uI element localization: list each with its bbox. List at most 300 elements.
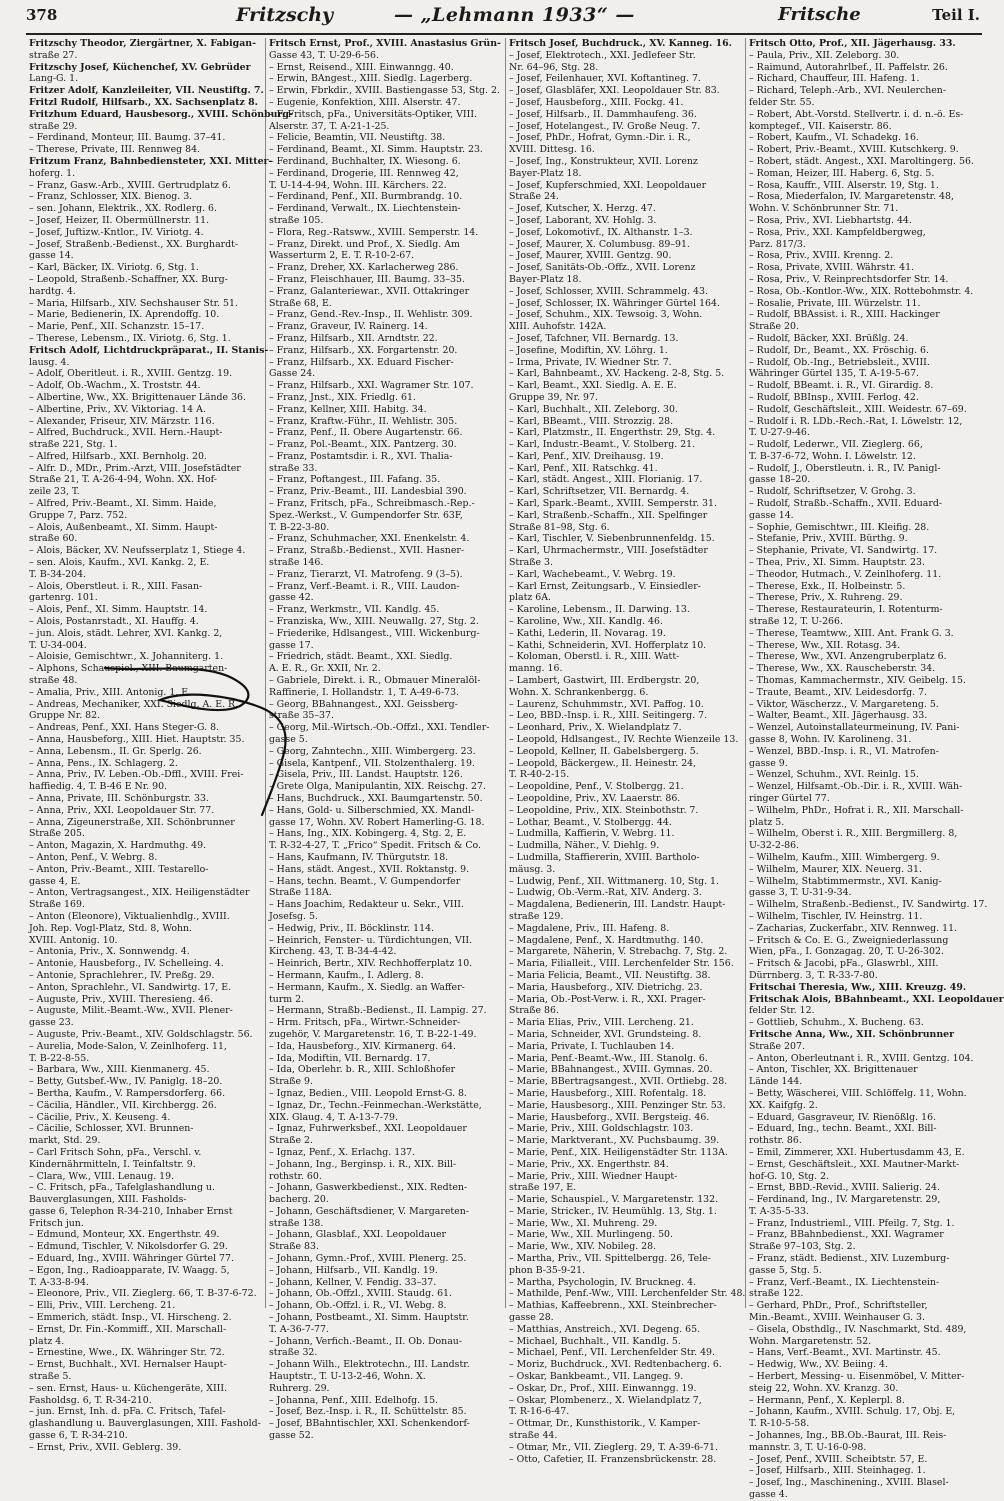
directory-entry-line: – Hrm. Fritsch, pFa., Wirtwr.-Schneider- <box>269 1017 461 1029</box>
directory-entry-line: Straße 2. <box>269 1135 313 1147</box>
directory-entry-line: – Irma, Private, IV. Wiedner Str. 7. <box>509 356 672 368</box>
directory-entry-line: – Wilhelm, PhDr., Hofrat i. R., XII. Marschall- <box>749 804 964 816</box>
directory-entry-line: – Alfred, Hilfsarb., XXI. Bernholg. 20. <box>29 450 207 462</box>
directory-entry-line: – Eduard, Ing., XVIII. Währinger Gürtel 77. <box>29 1253 234 1265</box>
directory-entry-line: – Marie, Ww., XIV. Nobileg. 28. <box>509 1241 657 1253</box>
directory-entry-line: – Johann, Ob.-Offzl., XVIII. Staudg. 61. <box>269 1288 452 1300</box>
directory-entry-line: – Alois, Oberstleut. i. R., XIII. Fasan- <box>29 580 203 592</box>
directory-entry-line: – Josef, Straßenb.-Bedienst., XX. Burghardt- <box>29 238 239 250</box>
directory-entry-line: – Ferdinand, Drogerie, III. Rennweg 42, <box>269 167 459 179</box>
directory-entry-line: – Johann, Ob.-Offzl. i. R., VI. Webg. 8. <box>269 1300 447 1312</box>
directory-entry-line: – Therese, Exk., II. Holbeinstr. 5. <box>749 580 906 592</box>
directory-entry-line: – Paula, Priv., XII. Zeleborg. 30. <box>749 49 900 61</box>
directory-entry-line: Fritsch Ernst, Prof., XVIII. Anastasius Grün- <box>269 38 501 49</box>
directory-entry-line: – Adolf, Ob.-Wachm., X. Troststr. 44. <box>29 380 201 392</box>
directory-entry-line: Kindernährmitteln, I. Teinfaltstr. 9. <box>29 1158 196 1170</box>
directory-entry-line: – Magdalene, Priv., III. Hafeng. 8. <box>509 922 670 934</box>
directory-entry-line: – Alois, Bäcker, XV. Neufsserplatz 1, Stiege 4. <box>29 545 246 557</box>
directory-entry-line: gasse 14. <box>29 250 74 262</box>
directory-entry-line: – Oskar, Bankbeamt., VII. Langeg. 9. <box>509 1371 684 1383</box>
directory-entry-line: – Ignaz, Fuhrwerksbef., XXI. Leopoldauer <box>269 1123 467 1135</box>
directory-entry-line: Fritzl Rudolf, Hilfsarb., XX. Sachsenplatz 8. <box>29 96 258 108</box>
directory-entry-line: – Robert, Kaufm., VI. Schadekg. 16. <box>749 132 919 144</box>
directory-entry-line: – Wilhelm, Kaufm., XIII. Wimbergerg. 9. <box>749 851 940 863</box>
directory-entry-line: – Theodor, Hutmach., V. Zeinlhoferg. 11. <box>749 568 942 580</box>
directory-entry-line: – Anton, Sprachlehr., VI. Sandwirtg. 17, E. <box>29 981 232 993</box>
directory-entry-line: Wasserturm 2, E. T. R-10-2-67. <box>269 250 415 262</box>
directory-entry-line: gasse 42. <box>269 592 314 604</box>
directory-entry-line: – Kathi, Schneiderin, XVI. Hofferplatz 10. <box>509 639 707 651</box>
directory-entry-line: – Lambert, Gastwirt, III. Erdbergstr. 20, <box>509 675 700 687</box>
directory-entry-line: mäusg. 3. <box>509 863 556 875</box>
directory-entry-line: – Anton, Oberleutnant i. R., XVIII. Gentzg. 104. <box>749 1052 974 1064</box>
directory-entry-line: steig 22, Wohn. XV. Kranzg. 30. <box>749 1382 899 1394</box>
directory-entry-line: phon B-35-9-21. <box>509 1264 586 1276</box>
directory-entry-line: – Maria, Filialleit., VIII. Lerchenfelder Str. 156. <box>509 958 734 970</box>
directory-entry-line: XIX. Glaug. 4, T. A-13-7-79. <box>269 1111 398 1123</box>
directory-entry-line: – Hans, Ing., XIX. Kobingerg. 4, Stg. 2, E. <box>269 828 467 840</box>
directory-entry-line: rothstr. 86. <box>749 1135 802 1147</box>
directory-entry-line: – Josef, Schlosser, XVIII. Schrammelg. 43. <box>509 285 708 297</box>
directory-entry-line: – Roman, Heizer, III. Haberg. 6, Stg. 5. <box>749 167 935 179</box>
directory-entry-line: – Franziska, Ww., XIII. Neuwallg. 27, Stg. 2. <box>269 616 479 628</box>
directory-entry-line: Straße 21, T. A-26-4-94, Wohn. XX. Hof- <box>29 474 217 486</box>
directory-entry-line: – Koloman, Oberstl. i. R., XIII. Watt- <box>509 651 680 663</box>
directory-entry-line: – Johann, Geschäftsdiener, V. Margareten- <box>269 1205 469 1217</box>
running-head-right: Fritsche <box>778 4 861 25</box>
directory-entry-line: – Traute, Beamt., XIV. Leidesdorfg. 7. <box>749 686 928 698</box>
directory-entry-line: – Ferdinand, Penf., XII. Burmbrandg. 10. <box>269 191 463 203</box>
directory-entry-line: – Hedwig, Priv., II. Böcklinstr. 114. <box>269 922 435 934</box>
directory-entry-line: ringer Gürtel 77. <box>749 793 830 804</box>
directory-entry-line: – Friederike, Hdlsangest., VIII. Wickenburg- <box>269 627 480 639</box>
directory-entry-line: – Ida, Hausbeforg., XIV. Kirmanerg. 64. <box>269 1040 456 1052</box>
directory-entry-line: Fritzschy Theodor, Ziergärtner, X. Fabigan- <box>29 38 257 49</box>
directory-entry-line: gasse 14. <box>749 509 794 521</box>
directory-entry-line: straße 33. <box>269 462 318 474</box>
directory-entry-line: – Rudolf, Schriftsetzer, V. Grohg. 3. <box>749 486 916 498</box>
directory-entry-line: – Ida, Modiftin, VII. Bernardg. 17. <box>269 1052 431 1064</box>
directory-entry-line: gasse 4. <box>749 1489 788 1501</box>
directory-entry-line: – Betty, Gutsbef.-Ww., IV. Paniglg. 18–20. <box>29 1076 223 1088</box>
directory-entry-line: – Gisela, Obsthdlg., IV. Naschmarkt, Std. 489, <box>749 1323 967 1335</box>
directory-entry-line: T. R-40-2-15. <box>509 769 570 781</box>
directory-entry-line: – Ferdinand, Verwalt., IX. Liechtenstein- <box>269 203 461 215</box>
directory-entry-line: – Leopold, Bäckergew., II. Heinestr. 24, <box>509 757 697 769</box>
directory-entry-line: – Anton, Vertragsangest., XIX. Heiligenstädter <box>29 887 250 899</box>
directory-entry-line: – Josef, Sanitäts-Ob.-Offz., XVII. Lorenz <box>509 262 696 274</box>
directory-entry-line: – Leo, BBD.-Insp. i. R., XIII. Seitingerg. 7. <box>509 710 708 722</box>
directory-entry-line: – Therese, Priv., X. Ruhreng. 29. <box>749 592 903 604</box>
directory-entry-line: gasse 8, Wohn. IV. Karolineng. 31. <box>749 734 912 746</box>
directory-entry-line: Kircheng. 43, T. B-34-4-42. <box>269 946 397 958</box>
directory-entry-line: Fasholdsg. 6, T. R-34-210. <box>29 1394 152 1406</box>
directory-entry-line: – Alois, Außenbeamt., XI. Simm. Haupt- <box>29 521 218 533</box>
directory-entry-line: – Therese, Teamtww., XIII. Ant. Frank G. 3. <box>749 627 954 639</box>
directory-entry-line: manng. 16. <box>509 663 563 675</box>
directory-entry-line: – Marie, Ww., XI. Muhreng. 29. <box>509 1217 658 1229</box>
directory-entry-line: – Flora, Reg.-Ratsww., XVIII. Semperstr. 14. <box>269 226 479 238</box>
directory-entry-line: – Josef, Ing., Konstrukteur, XVII. Lorenz <box>509 155 698 167</box>
directory-entry-line: – Leonhard, Priv., X. Wielandplatz 7. <box>509 722 682 734</box>
directory-entry-line: Gruppe Nr. 82. <box>29 710 101 722</box>
directory-entry-line: – Robert, Priv.-Beamt., XVIII. Kutschkerg. 9. <box>749 144 959 156</box>
directory-entry-line: – Josef, Maurer, X. Columbusg. 89–91. <box>509 238 690 250</box>
directory-entry-line: – Marie, Hausbesorg., XIII. Penzinger Str. 53. <box>509 1099 726 1111</box>
directory-entry-line: hof-G. 10, Stg. 2. <box>749 1170 830 1182</box>
directory-entry-line: – Rosa, Kauffr., VIII. Alserstr. 19, Stg. 1. <box>749 179 939 191</box>
directory-entry-line: – Leopold, Straßenb.-Schaffner, XX. Burg- <box>29 273 228 285</box>
directory-entry-line: – Auguste, Priv.-Beamt., XIV. Goldschlagstr. 56. <box>29 1028 253 1040</box>
directory-entry-line: – Karl, Spark.-Beamt., XVIII. Semperstr. 31. <box>509 498 717 510</box>
directory-entry-line: Bayer-Platz 18. <box>509 273 582 285</box>
directory-entry-line: – Wenzel, Hilfsamt.-Ob.-Dir. i. R., XVIII. Wäh- <box>749 781 963 793</box>
directory-entry-line: – Hermann, Penf., X. Keplerpl. 8. <box>749 1394 905 1406</box>
directory-entry-line: – Wenzel, Autoinstallateurmeinung, IV. Pani- <box>749 722 960 734</box>
directory-entry-line: – Karl, Wachebeamt., V. Webrg. 19. <box>509 568 676 580</box>
directory-entry-line: Fritzschy Josef, Küchenchef, XV. Gebrüder <box>29 61 251 73</box>
directory-entry-line: – Anna, Private, III. Schönburgstr. 33. <box>29 793 209 804</box>
directory-entry-line: gasse 17. <box>269 639 314 651</box>
directory-entry-line: Straße 207. <box>749 1040 805 1052</box>
page-header <box>26 4 984 30</box>
directory-entry-line: Bauverglasungen, XIII. Fasholds- <box>29 1194 187 1206</box>
directory-entry-line: – Franz, städt. Bedienst., XIV. Luzemburg- <box>749 1253 950 1265</box>
directory-entry-line: – Franz, Werkmstr., VII. Kandlg. 45. <box>269 604 440 616</box>
directory-entry-line: Bayer-Platz 18. <box>509 167 582 179</box>
directory-entry-line: – Johann Wilh., Elektrotechn., III. Landstr. <box>269 1359 470 1371</box>
directory-entry-line: Währinger Gürtel 135, T. A-19-5-67. <box>749 368 920 380</box>
directory-entry-line: – Marie, Priv., XX. Engerthstr. 84. <box>509 1158 669 1170</box>
directory-entry-line: – sen. Johann, Elektrik., XX. Rodlerg. 6. <box>29 203 217 215</box>
part-label: Teil I. <box>932 6 980 24</box>
directory-entry-line: straße 32. <box>269 1347 318 1359</box>
directory-entry-line: – Rosa, Miederfalon, IV. Margaretenstr. 48, <box>749 191 954 203</box>
directory-entry-line: – Franz, Verf.-Beamt., IX. Liechtenstein- <box>749 1276 940 1288</box>
directory-entry-line: Straße 81–98, Stg. 6. <box>509 521 610 533</box>
directory-entry-line: Raffinerie, I. Hollandstr. 1, T. A-49-6-73. <box>269 686 460 698</box>
directory-entry-line: – Josef, Juftizw.-Kntlor., IV. Viriotg. 4. <box>29 226 204 238</box>
directory-entry-line: Fritsch Otto, Prof., XII. Jägerhausg. 33. <box>749 38 956 49</box>
directory-entry-line: A. E. R., Gr. XXII, Nr. 2. <box>269 663 381 675</box>
directory-entry-line: – Friedrich, städt. Beamt., XXI. Siedlg. <box>269 651 453 663</box>
directory-entry-line: – Michael, Penf., VII. Lerchenfelder Str. 49. <box>509 1347 715 1359</box>
directory-entry-line: Straße 86. <box>509 1005 559 1017</box>
directory-entry-line: – Otmar, Mr., VII. Zieglerg. 29, T. A-39-6-71. <box>509 1441 718 1453</box>
directory-entry-line: T. A-36-7-77. <box>269 1323 329 1335</box>
directory-entry-line: Fritsch jun. <box>29 1217 84 1229</box>
column-4 <box>746 38 1004 1501</box>
directory-entry-line: – Rudolf, Lederwr., VII. Zieglerg. 66, <box>749 439 923 451</box>
directory-entry-line: Straße 118A. <box>269 887 332 899</box>
directory-entry-line: – Rosa, Ob.-Kontlor.-Ww., XIX. Rottebohmstr. 4. <box>749 285 974 297</box>
directory-entry-line: rothstr. 60. <box>269 1170 322 1182</box>
directory-entry-line: Straße 205. <box>29 828 85 840</box>
directory-entry-line: – Rudolf, Ob.-Ing., Betriebsleit., XVIII. <box>749 356 930 368</box>
directory-entry-line: Wohn. Margaretenstr. 52. <box>749 1335 872 1347</box>
directory-entry-line: – Franz, Hilfsarb., XXI. Wagramer Str. 107. <box>269 380 474 392</box>
directory-entry-line: – Georg, Zahntechn., XIII. Wimbergerg. 23. <box>269 745 476 757</box>
directory-entry-line: – Wilhelm, Tischler, IV. Heinstrg. 11. <box>749 910 923 922</box>
directory-entry-line: – Stefanie, Priv., XVIII. Bürthg. 9. <box>749 533 908 545</box>
directory-entry-line: – Marie, Priv., XIII. Goldschlagstr. 103. <box>509 1123 694 1135</box>
directory-entry-line: – Magdalene, Penf., X. Hardtmuthg. 140. <box>509 934 704 946</box>
directory-entry-line: – Ernst, Priv., XVII. Geblerg. 39. <box>29 1441 182 1453</box>
directory-entry-line: – Johanna, Penf., XIII. Edelhofg. 15. <box>269 1394 439 1406</box>
directory-entry-line: – Josef, Ing., Maschinening., XVIII. Blasel- <box>749 1477 949 1489</box>
directory-entry-line: – Laurenz, Schuhmmstr., XVI. Paffog. 10. <box>509 698 704 710</box>
directory-entry-line: – Antonia, Priv., X. Sonnwendg. 4. <box>29 946 190 958</box>
directory-entry-line: – Anton, Priv.-Beamt., XIII. Testarello- <box>29 863 209 875</box>
directory-entry-line: – Betty, Wäscherei, VIII. Schlöffelg. 11, Wohn. <box>749 1087 967 1099</box>
directory-entry-line: straße 27. <box>29 49 78 61</box>
directory-entry-line: – Rosa, Priv., XXI. Kampfeldbergweg, <box>749 226 926 238</box>
directory-entry-line: T. B-34-204. <box>29 568 87 580</box>
directory-entry-line: – Albertine, Priv., XV. Viktoriag. 14 A. <box>29 403 206 415</box>
directory-entry-line: lausg. 4. <box>29 356 70 368</box>
directory-entry-line: – Adolf, Oberitleut. i. R., XVIII. Gentzg. 19. <box>29 368 233 380</box>
directory-entry-line: Alserstr. 37, T. A-21-1-25. <box>269 120 390 132</box>
directory-entry-line: – Rosa, Priv., XVI. Liebhartstg. 44. <box>749 214 912 226</box>
directory-entry-line: Fritzer Adolf, Kanzleileiter, VII. Neustiftg. 7. <box>29 85 264 97</box>
directory-entry-line: – Marie, Marktverant., XV. Puchsbaumg. 39. <box>509 1135 720 1147</box>
directory-entry-line: T. U-27-9-46. <box>749 427 810 439</box>
directory-entry-line: – Josef, Heizer, II. Obermüllnerstr. 11. <box>29 214 210 226</box>
directory-entry-line: – Anton, Tischler, XX. Brigittenauer <box>749 1064 918 1076</box>
directory-entry-line: – Ludmilla, Staffiererin, XVIII. Bartholo- <box>509 851 700 863</box>
directory-entry-line: – Oskar, Plombenerz., X. Wielandplatz 7, <box>509 1394 702 1406</box>
directory-entry-line: – Alois, Postanrstadt., XI. Hauffg. 4. <box>29 616 199 628</box>
directory-entry-line: gasse 18–20. <box>749 474 811 486</box>
directory-entry-line: – Therese, Ww., XII. Rotasg. 34. <box>749 639 901 651</box>
directory-entry-line: – Grete Olga, Manipulantin, XIX. Reischg. 27. <box>269 781 486 793</box>
running-head-left: Fritzschy <box>236 4 334 26</box>
directory-entry-line: Lände 144. <box>749 1076 803 1088</box>
directory-entry-line: – Anna, Pens., IX. Schlagerg. 2. <box>29 757 178 769</box>
directory-entry-line: – Therese, Ww., XVI. Anzengruberplatz 6. <box>749 651 947 663</box>
directory-entry-line: – Josef, Kutscher, X. Herzg. 47. <box>509 203 656 215</box>
directory-entry-line: – Carl Fritsch Sohn, pFa., Verschl. v. <box>29 1146 202 1158</box>
directory-entry-line: – Mathias, Kaffeebrenn., XXI. Steinbrecher- <box>509 1300 717 1312</box>
directory-entry-line: gasse 3, T. U-31-9-34. <box>749 887 852 899</box>
directory-entry-line: – Maria Elias, Priv., VIII. Lercheng. 21. <box>509 1017 694 1029</box>
directory-entry-line: Gruppe 39, Nr. 97. <box>509 391 598 403</box>
directory-entry-line: – Josef, Hilfsarb., II. Dammhaufeng. 36. <box>509 108 697 120</box>
directory-entry-line: XIII. Auhofstr. 142A. <box>509 321 607 333</box>
directory-entry-line: – Wilhelm, Straßenb.-Bedienst., IV. Sandwirtg. 17. <box>749 899 988 911</box>
directory-entry-line: Min.-Beamt., XVIII. Weinhauser G. 3. <box>749 1312 925 1324</box>
directory-entry-line: – Georg, BBahnangest., XXI. Geissberg- <box>269 698 458 710</box>
directory-entry-line: – Auguste, Milit.-Beamt.-Ww., XVII. Plener- <box>29 1005 233 1017</box>
directory-entry-line: zeile 23, T. <box>29 486 80 498</box>
directory-entry-line: – Rosa, Priv., V. Reinprechtsdorfer Str. 14. <box>749 273 949 285</box>
directory-entry-line: – Eduard, Ing., techn. Beamt., XXI. Bill- <box>749 1123 937 1135</box>
directory-entry-line: bacherg. 20. <box>269 1194 329 1206</box>
directory-entry-line: – Maria, Ob.-Post-Verw. i. R., XXI. Prager- <box>509 993 706 1005</box>
directory-entry-line: glashandlung u. Bauverglasungen, XIII. Fashold- <box>29 1418 261 1430</box>
directory-columns <box>26 38 1004 1501</box>
directory-entry-line: – Anna, Lebensm., II. Gr. Sperlg. 26. <box>29 745 202 757</box>
directory-entry-line: – jun. Alois, städt. Lehrer, XVI. Kankg. 2, <box>29 627 223 639</box>
directory-entry-line: – Viktor, Wäscherzz., V. Margareteng. 5. <box>749 698 939 710</box>
directory-entry-line: – Hans, Verf.-Beamt., XVI. Martinstr. 45. <box>749 1347 941 1359</box>
directory-entry-line: – Anton, Penf., V. Webrg. 8. <box>29 851 158 863</box>
directory-entry-line: – Albertine, Ww., XX. Brigittenauer Lände 36. <box>29 391 246 403</box>
directory-entry-line: – Ottmar, Dr., Kunsthistorik., V. Kamper- <box>509 1418 701 1430</box>
directory-entry-line: – Andreas, Penf., XXI. Hans Steger-G. 8. <box>29 722 220 734</box>
directory-entry-line: – Rudolf, Bäcker, XXI. Brüßlg. 24. <box>749 332 909 344</box>
directory-entry-line: – Heinrich, Bertr., XIV. Rechhofferplatz 10. <box>269 958 473 970</box>
directory-entry-line: – Josef, Kupferschmied, XXI. Leopoldauer <box>509 179 707 191</box>
directory-entry-line: – Zacharias, Zuckerfabr., XIV. Rennweg. 11. <box>749 922 958 934</box>
directory-entry-line: – Hans, Buchdruck., XXI. Baumgartenstr. 50. <box>269 793 483 804</box>
directory-entry-line: – Kathi, Lederin, II. Novarag. 19. <box>509 627 666 639</box>
directory-entry-line: – Thomas, Kammachermstr., XIV. Geibelg. 15. <box>749 675 966 687</box>
directory-entry-line: – Leopoldine, Priv., XV. Laaerstr. 86. <box>509 793 681 804</box>
directory-entry-line: – Leopold, Kellner, II. Gabelsbergerg. 5. <box>509 745 699 757</box>
directory-entry-line: – Josef, Feilenhauer, XVI. Koftantineg. 7. <box>509 73 701 85</box>
directory-entry-line: Straße 68, E. <box>269 297 332 309</box>
directory-entry-line: – Franz, Tierarzt, VI. Matrofeng. 9 (3–5). <box>269 568 463 580</box>
directory-entry-line: – Maria, Penf.-Beamt.-Ww., III. Stanolg. 6. <box>509 1052 708 1064</box>
directory-entry-line: – Karl, Buchhalt., XII. Zeleborg. 30. <box>509 403 678 415</box>
directory-entry-line: markt, Std. 29. <box>29 1135 101 1147</box>
directory-entry-line: – Hedwig, Ww., XV. Beiing. 4. <box>749 1359 889 1371</box>
directory-entry-line: – Cäcilia, Händler., VII. Kirchbergg. 26. <box>29 1099 217 1111</box>
directory-entry-line: Nr. 64–96, Stg. 28. <box>509 61 599 73</box>
directory-entry-line: Straße 169. <box>29 899 85 911</box>
directory-entry-line: gasse 5, Stg. 5. <box>749 1264 822 1276</box>
directory-entry-line: – Cäcilie, Schlosser, XVI. Brunnen- <box>29 1123 194 1135</box>
directory-entry-line: Wien, pFa., I. Gonzagag. 20, T. U-26-302. <box>749 946 944 958</box>
directory-entry-line: – Josef, BBahntischler, XXI. Schenkendorf- <box>269 1418 470 1430</box>
directory-entry-line: – Therese, Ww., XX. Rauscheberstr. 34. <box>749 663 936 675</box>
directory-entry-line: – Martha, Priv., VII. Spittelbergg. 26, Tele- <box>509 1253 711 1265</box>
directory-entry-line: – Rudolf, BBAssist. i. R., XIII. Hackinger <box>749 309 940 321</box>
directory-entry-line: – Alphons, Schauspiel., XIII. Baumgarten- <box>29 663 228 675</box>
directory-entry-line: XVIII. Antonig. 10. <box>29 934 118 946</box>
directory-entry-line: – Rudolf, J., Oberstleutn. i. R., IV. Panigl- <box>749 462 941 474</box>
directory-entry-line: – Therese, Lebensm., IX. Viriotg. 6, Stg. 1. <box>29 332 231 344</box>
directory-entry-line: – Ludwig, Penf., XII. Wittmanerg. 10, Stg. 1. <box>509 875 720 887</box>
directory-entry-line: – Rosa, Priv., XVIII. Krenng. 2. <box>749 250 894 262</box>
directory-entry-line: – Felicie, Beamtin, VII. Neustiftg. 38. <box>269 132 446 144</box>
directory-entry-line: – Andreas, Mechaniker, XXI. Siedlg. A. E. R. <box>29 698 239 710</box>
directory-entry-line: – Herbert, Messing- u. Eisenmöbel, V. Mitter- <box>749 1371 965 1383</box>
directory-entry-line: – Leopoldine, Penf., V. Stolbergg. 21. <box>509 781 684 793</box>
directory-entry-line: – Anton, Magazin, X. Hardmuthg. 49. <box>29 840 207 852</box>
directory-entry-line: mannstr. 3, T. U-16-0-98. <box>749 1441 867 1453</box>
directory-entry-line: – Franz, Industrieml., VIII. Pfeilg. 7, Stg. 1. <box>749 1217 955 1229</box>
directory-entry-line: – Franz, Hilfsarb., XX. Eduard Fischer- <box>269 356 454 368</box>
directory-entry-line: – Marie, Hausbeforg., XIII. Rofentalg. 18. <box>509 1087 707 1099</box>
directory-entry-line: Joh. Rep. Vogl-Platz, Std. 8, Wohn. <box>29 922 193 934</box>
directory-entry-line: – Franz, Gend.-Rev.-Insp., II. Wehlistr. 309. <box>269 309 473 321</box>
directory-entry-line: – Anna, Hausbeforg., XIII. Hiet. Hauptstr. 35. <box>29 734 245 746</box>
directory-entry-line: – Robert, städt. Angest., XXI. Maroltingerg. 56. <box>749 155 974 167</box>
directory-entry-line: – Josef, Schlosser, IX. Währinger Gürtel 164. <box>509 297 720 309</box>
directory-entry-line: – Rosa, Private, XVIII. Währstr. 41. <box>749 262 915 274</box>
directory-entry-line: straße 221, Stg. 1. <box>29 439 118 451</box>
directory-entry-line: – Aloisie, Gemischtwr., X. Johanniterg. 1. <box>29 651 224 663</box>
directory-entry-line: – Marie, BBahnangest., XVIII. Gymnas. 20. <box>509 1064 713 1076</box>
directory-entry-line: Fritsch Josef, Buchdruck., XV. Kanneg. 16. <box>509 38 732 49</box>
directory-entry-line: – Franz, Graveur, IV. Rainerg. 14. <box>269 321 428 333</box>
directory-entry-line: Fritsche Anna, Ww., XII. Schönbrunner <box>749 1028 955 1040</box>
directory-entry-line: – Franz, BBahnbedienst., XXI. Wagramer <box>749 1229 944 1241</box>
directory-entry-line: – Johannes, Ing., BB.Ob.-Baurat, III. Reis- <box>749 1430 947 1442</box>
directory-entry-line: – Rudolf, Straßb.-Schaffn., XVII. Eduard- <box>749 498 943 510</box>
directory-entry-line: – Eduard, Gasgraveur, IV. Rienößlg. 16. <box>749 1111 937 1123</box>
directory-entry-line: – Leopoldine, Priv., XIX. Steinbothstr. 7. <box>509 804 699 816</box>
directory-entry-line: straße 129. <box>509 910 564 922</box>
directory-entry-line: Lang-G. 1. <box>29 73 79 85</box>
directory-entry-line: – Robert, Abt.-Vorstd. Stellvertr. i. d. n.-ö. Es- <box>749 108 964 120</box>
directory-entry-line: – Gisela, Priv., III. Landst. Hauptstr. 126. <box>269 769 463 781</box>
directory-entry-line: – Ernst, Reisend., XIII. Einwanngg. 40. <box>269 61 454 73</box>
directory-entry-line: – Franz, Postamtsdir. i. R., XVI. Thalia- <box>269 450 453 462</box>
directory-entry-line: straße 35–37. <box>269 710 334 722</box>
directory-entry-line: – Franz, Galanteriewar., XVII. Ottakringer <box>269 285 470 297</box>
directory-entry-line: – Sophie, Gemischtwr., III. Kleifig. 28. <box>749 521 930 533</box>
directory-entry-line: – Franz, Penf., II. Obere Augartenstr. 66. <box>269 427 463 439</box>
directory-entry-line: – Franz, Fleischhauer, III. Baumg. 33–35. <box>269 273 465 285</box>
directory-entry-line: – Mathilde, Penf.-Ww., VIII. Lerchenfelder Str. 48. <box>509 1288 746 1300</box>
directory-entry-line: straße 29. <box>29 120 78 132</box>
directory-entry-line: – Walter, Beamt., XII. Jägerhausg. 33. <box>749 710 928 722</box>
directory-entry-line: – Elli, Priv., VIII. Lercheng. 21. <box>29 1300 176 1312</box>
directory-entry-line: – Moriz, Buchdruck., XVI. Redtenbacherg. 6. <box>509 1359 722 1371</box>
directory-entry-line: – Maria, Hilfsarb., XIV. Sechshauser Str. 51. <box>29 297 238 309</box>
directory-entry-line: Fritzhum Eduard, Hausbesorg., XVIII. Schönburg- <box>29 108 293 120</box>
directory-entry-line: T. A-33-8-94. <box>29 1276 89 1288</box>
directory-entry-line: – Josef, Laborant, XV. Hohlg. 3. <box>509 214 657 226</box>
directory-entry-line: T. R-10-5-58. <box>749 1418 810 1430</box>
directory-entry-line: – Richard, Chauffeur, III. Hafeng. 1. <box>749 73 920 85</box>
directory-entry-line: gasse 6, Telephon R-34-210, Inhaber Ernst <box>29 1205 233 1217</box>
directory-entry-line: platz 6A. <box>509 592 551 604</box>
directory-entry-line: – Ludwig, Ob.-Verm.-Rat, XIV. Anderg. 3. <box>509 887 702 899</box>
directory-entry-line: – Josef, Hilfsarb., XIII. Steinhageg. 1. <box>749 1465 926 1477</box>
directory-entry-line: – Otto, Cafetier, II. Franzensbrückenstr. 28. <box>509 1453 717 1465</box>
directory-entry-line: – Erwin, Fbrkdir., XVIII. Bastiengasse 53, Stg. 2. <box>269 85 500 97</box>
directory-entry-line: T. U-34-004. <box>29 639 87 651</box>
directory-entry-line: – Karoline, Lebensm., II. Darwing. 13. <box>509 604 690 616</box>
directory-entry-line: – Ferdinand, Beamt., XI. Simm. Hauptstr. 23. <box>269 144 483 156</box>
directory-entry-line: – Edmund, Monteur, XX. Engerthstr. 49. <box>29 1229 220 1241</box>
directory-entry-line: – Therese, Private, III. Rennweg 84. <box>29 144 201 156</box>
directory-entry-line: – Magdalena, Bedienerin, III. Landstr. Haupt- <box>509 899 726 911</box>
directory-entry-line: – Karl, Platzmstr., II. Engerthstr. 29, Stg. 4. <box>509 427 716 439</box>
directory-entry-line: – Ludmilla, Kaffierin, V. Webrg. 11. <box>509 828 675 840</box>
directory-entry-line: – Fritsch & Co. E. G., Zweigniederlassung <box>749 934 949 946</box>
directory-entry-line: – Marie, Stricker., IV. Heumühlg. 13, Stg. 1. <box>509 1205 717 1217</box>
directory-entry-line: – Johann, Kellner, V. Fendig. 33–37. <box>269 1276 437 1288</box>
directory-entry-line: – Karl, Beamt., XXI. Siedlg. A. E. E. <box>509 380 677 392</box>
directory-entry-line: Gruppe 7, Parz. 752. <box>29 509 128 521</box>
directory-entry-line: – Johann, Glasblaf., XXI. Leopoldauer <box>269 1229 447 1241</box>
directory-entry-line: – Wilhelm, Maurer, XIX. Neuerg. 31. <box>749 863 922 875</box>
directory-entry-line: – Franz, Schlosser, XIX. Bienog. 3. <box>29 191 193 203</box>
directory-entry-line: zugehör, V. Margaretenstr. 16, T. B-22-1-49. <box>269 1028 477 1040</box>
directory-entry-line: – Ferdinand, Monteur, III. Baumg. 37–41. <box>29 132 226 144</box>
directory-entry-line: – Heinrich, Fenster- u. Türdichtungen, VII. <box>269 934 473 946</box>
directory-entry-line: gartenrg. 101. <box>29 592 98 604</box>
directory-entry-line: U-32-2-86. <box>749 840 800 852</box>
directory-entry-line: straße 146. <box>269 557 324 569</box>
directory-entry-line: – Michael, Buchhalt., VII. Kandlg. 5. <box>509 1335 681 1347</box>
directory-entry-line: straße 197, E. <box>509 1182 577 1194</box>
